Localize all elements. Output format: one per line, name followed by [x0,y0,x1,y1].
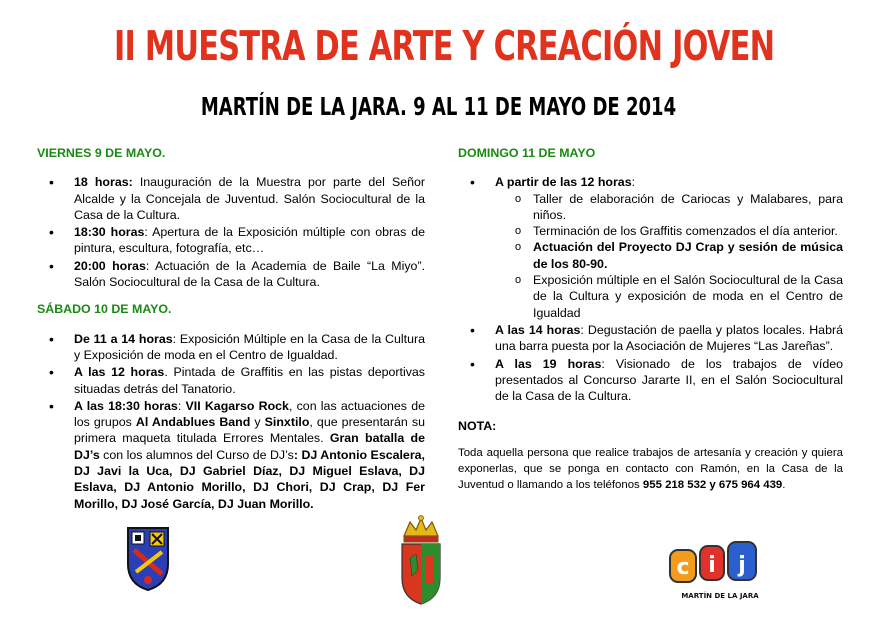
page-title: II MUESTRA DE ARTE Y CREACIÓN JOVEN [114,22,775,70]
youth-logo-left [122,524,174,592]
sunday-sublist [495,191,843,321]
coat-of-arms [396,514,446,606]
list-item: • De 11 a 14 horas: Exposición Múltiple en la Casa de la Cultura y Exposición de moda en el Centro de Igualdad. [37,331,425,364]
sunday-heading: DOMINGO 11 DE MAYO [458,146,596,160]
list-item: • A partir de las 12 horas: o Taller de elaboración de Cariocas y Malabares, para niños. o Terminación de los Graffitis comenzados el día anterior. o Actuación del Proyecto DJ Crap y sesión de música de los 80-90. o Exposición múltiple en el Salón Sociocultural de la Casa de la Cultura y exposición de moda en el Centro de Igualdad [458,174,843,321]
saturday-list [37,331,425,512]
friday-list [37,174,425,290]
cij-logo [668,540,760,606]
right-column [458,145,843,494]
sub-list-item: o Exposición múltiple en el Salón Sociocultural de la Casa de la Cultura y exposición de moda en el Centro de Igualdad [495,272,843,321]
friday-heading: VIERNES 9 DE MAYO. [37,146,166,160]
sub-list-item: o Actuación del Proyecto DJ Crap y sesión de música de los 80-90. [495,239,843,272]
page-subtitle: MARTÍN DE LA JARA. 9 AL 11 DE MAYO DE 2014 [200,92,677,121]
cij-letter-c: c [676,555,690,580]
list-item: • A las 14 horas: Degustación de paella y platos locales. Habrá una barra puesta por la Asociación de Mujeres “Las Jareñas”. [458,322,843,355]
list-item: • 18 horas: Inauguración de la Muestra por parte del Señor Alcalde y la Concejala de Juventud. Salón Sociocultural de la Casa de la Cultura. [37,174,425,223]
list-item: • 20:00 horas: Actuación de la Academia de Baile “La Miyo”. Salón Sociocultural de la Casa de la Cultura. [37,258,425,291]
list-item: • A las 18:30 horas: VII Kagarso Rock, con las actuaciones de los grupos Al Andablues Band y Sinxtilo, que presentarán su primera maqueta titulada Errores Mentales. Gran batalla de DJ’s con los alumnos del Curso de DJ’s: DJ Antonio Escalera, DJ Javi la Uca, DJ Gabriel Díaz, DJ Miguel Eslava, DJ Eslava, DJ Antonio Morillo, DJ Chori, DJ Crap, DJ Fer Morillo, DJ José García, DJ Juan Morillo. [37,398,425,512]
cij-caption: MARTÍN DE LA JARA [681,592,759,600]
list-item: • A las 19 horas: Visionado de los trabajos de vídeo presentados al Concurso Jararte II, en el Salón Sociocultural de la Casa de la Cultura. [458,356,843,405]
saturday-heading: SÁBADO 10 DE MAYO. [37,302,172,317]
sub-list-item: o Taller de elaboración de Cariocas y Malabares, para niños. [495,191,843,224]
sunday-list [458,174,843,404]
list-item: • A las 12 horas. Pintada de Graffitis en las pistas deportivas situadas detrás del Tanatorio. [37,364,425,397]
cij-letter-j: j [738,553,746,578]
sub-list-item: o Terminación de los Graffitis comenzados el día anterior. [495,223,843,239]
cij-letter-i: i [708,553,716,578]
left-column [37,145,425,513]
note-heading: NOTA: [458,419,497,434]
note-text: Toda aquella persona que realice trabajos de artesanía y creación y quiera exponerlas, que se ponga en contacto con Ramón, en la Casa de la Juventud o llamando a los teléfonos 955 218 532 y 675 964 439. [458,446,843,492]
list-item: • 18:30 horas: Apertura de la Exposición múltiple con obras de pintura, escultura, fotografía, etc… [37,224,425,257]
